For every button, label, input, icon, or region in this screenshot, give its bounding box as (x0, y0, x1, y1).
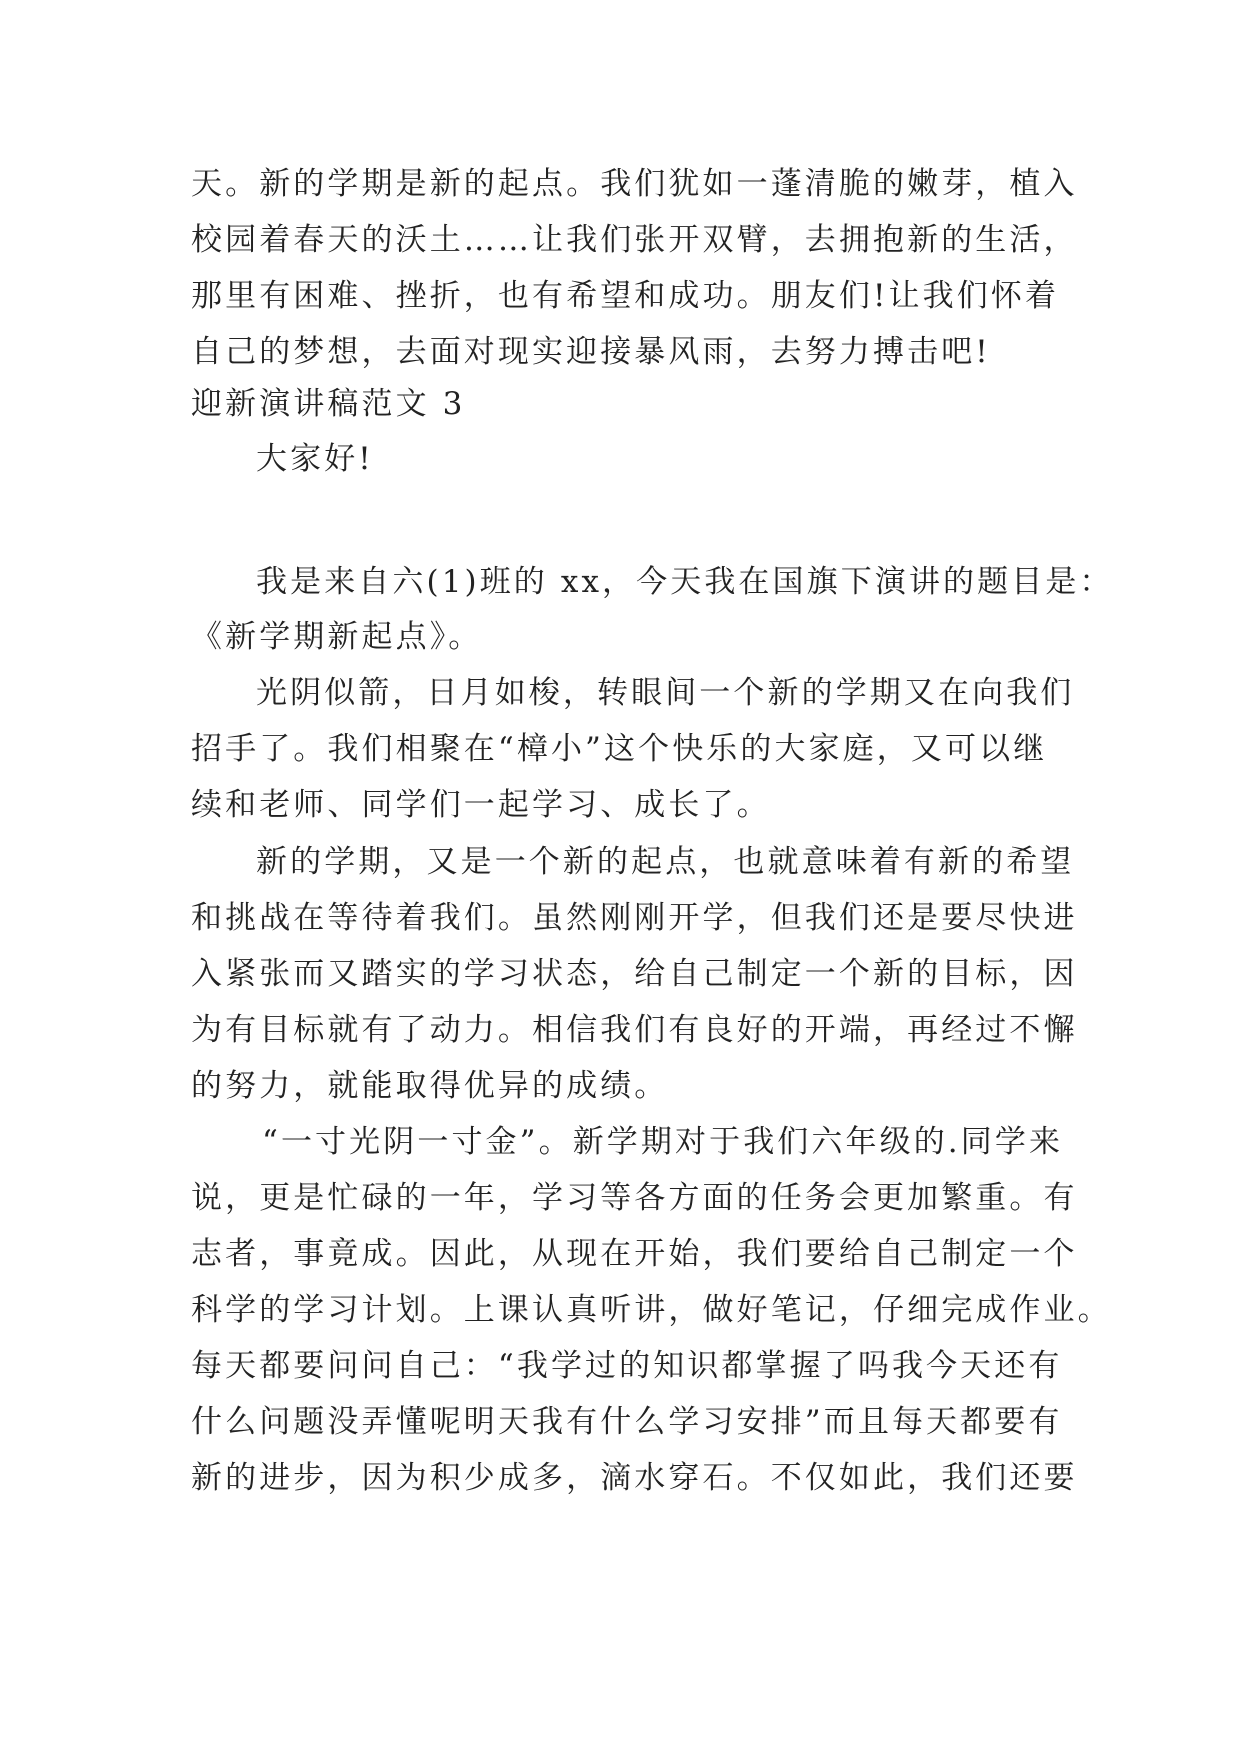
text-line-23: 新的进步，因为积少成多，滴水穿石。不仅如此，我们还要 (191, 1460, 1078, 1496)
text-line-14: 入紧张而又踏实的学习状态，给自己制定一个新的目标，因 (191, 956, 1078, 992)
text-line-2: 校园着春天的沃土……让我们张开双臂，去拥抱新的生活， (191, 222, 1078, 258)
text-line-15: 为有目标就有了动力。相信我们有良好的开端，再经过不懈 (191, 1012, 1078, 1048)
text-line-10: 招手了。我们相聚在“樟小”这个快乐的大家庭，又可以继 (191, 731, 1048, 767)
section-heading: 迎新演讲稿范文 3 (191, 386, 466, 422)
text-line-8: 《新学期新起点》。 (191, 619, 483, 655)
text-line-20: 科学的学习计划。上课认真听讲，做好笔记，仔细完成作业。 (191, 1292, 1112, 1328)
text-line-12: 新的学期，又是一个新的起点，也就意味着有新的希望 (256, 844, 1075, 880)
text-line-13: 和挑战在等待着我们。虽然刚刚开学，但我们还是要尽快进 (191, 900, 1078, 936)
text-line-21: 每天都要问问自己：“我学过的知识都掌握了吗我今天还有 (191, 1348, 1063, 1384)
text-line-19: 志者，事竟成。因此，从现在开始，我们要给自己制定一个 (191, 1236, 1078, 1272)
text-line-9: 光阴似箭，日月如梭，转眼间一个新的学期又在向我们 (256, 675, 1075, 711)
text-line-4: 自己的梦想，去面对现实迎接暴风雨，去努力搏击吧! (191, 334, 991, 370)
text-line-18: 说，更是忙碌的一年，学习等各方面的任务会更加繁重。有 (191, 1180, 1078, 1216)
text-line-17: “一寸光阴一寸金”。新学期对于我们六年级的.同学来 (262, 1124, 1064, 1160)
greeting: 大家好! (256, 441, 374, 477)
text-line-1: 天。新的学期是新的起点。我们犹如一蓬清脆的嫩芽，植入 (191, 166, 1078, 202)
text-line-11: 续和老师、同学们一起学习、成长了。 (191, 787, 771, 823)
text-line-7: 我是来自六(1)班的 xx，今天我在国旗下演讲的题目是： (256, 564, 1114, 600)
text-line-3: 那里有困难、挫折，也有希望和成功。朋友们!让我们怀着 (191, 278, 1060, 314)
text-line-22: 什么问题没弄懂呢明天我有什么学习安排”而且每天都要有 (191, 1404, 1063, 1440)
text-line-16: 的努力，就能取得优异的成绩。 (191, 1068, 669, 1104)
